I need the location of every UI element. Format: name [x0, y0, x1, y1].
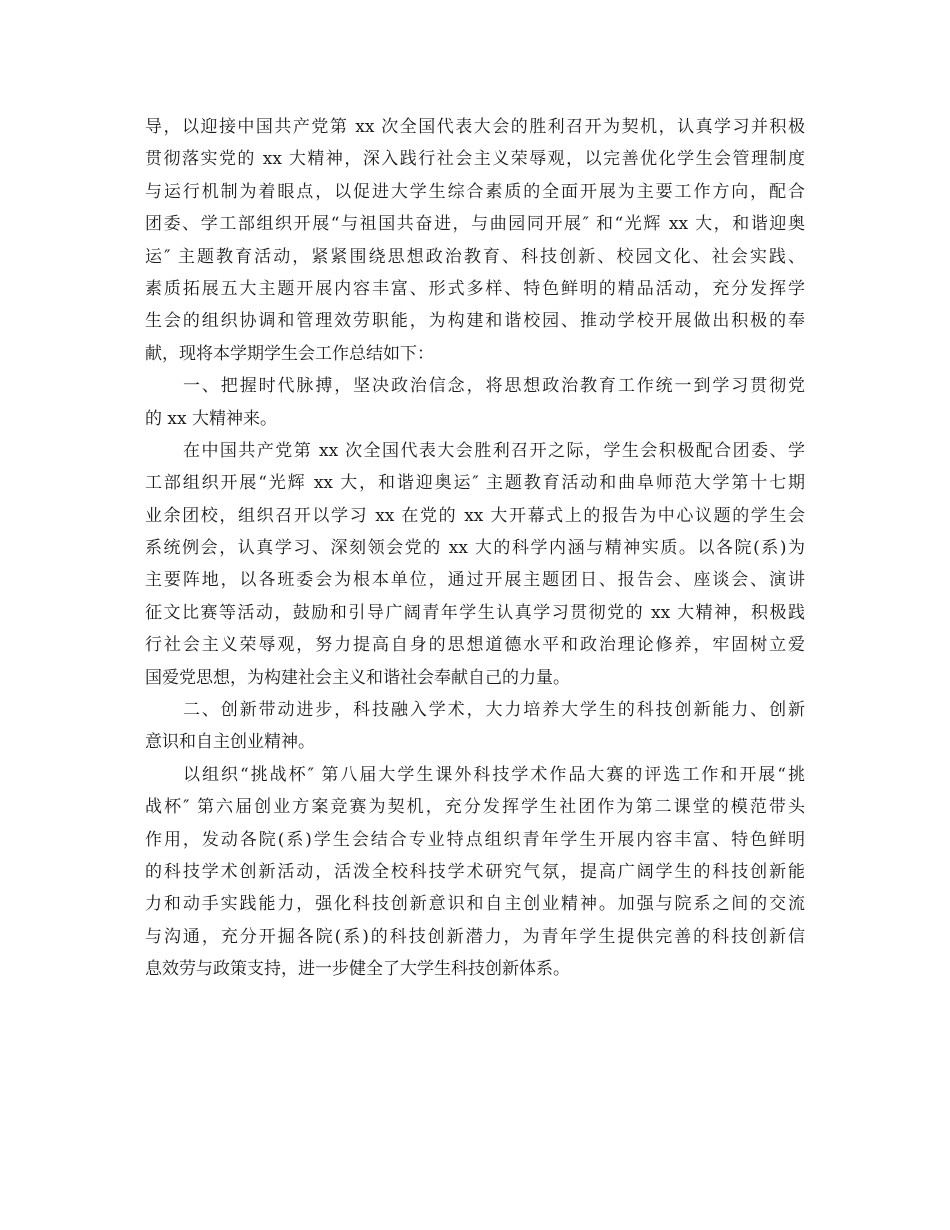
- section-heading-line: 意识和自主创业精神。: [145, 732, 315, 753]
- text-line: 与运行机制为着眼点，以促进大学生综合素质的全面开展为主要工作方向，配合: [145, 181, 805, 202]
- section-heading-line: 一、把握时代脉搏，坚决政治信念，将思想政治教育工作统一到学习贯彻党: [183, 376, 805, 397]
- text-line: 导，以迎接中国共产党第 xx 次全国代表大会的胜利召开为契机，认真学习并积极: [145, 117, 805, 137]
- text-line: 国爱党思想，为构建社会主义和谐社会奉献自己的力量。: [145, 667, 570, 688]
- text-line: 的科技学术创新活动，活泼全校科技学术研究气氛，提高广阔学生的科技创新能: [145, 861, 805, 882]
- text-line: 工部组织开展“光辉 xx 大，和谐迎奥运″ 主题教育活动和曲阜师范大学第十七期: [145, 473, 805, 494]
- text-line: 力和动手实践能力，强化科技创新意识和自主创业精神。加强与院系之间的交流: [145, 894, 805, 915]
- text-line: 作用，发动各院(系)学生会结合专业特点组织青年学生开展内容丰富、特色鲜明: [145, 829, 805, 850]
- text-line: 息效劳与政策支持，进一步健全了大学生科技创新体系。: [145, 959, 570, 980]
- text-line: 与沟通，充分开掘各院(系)的科技创新潜力，为青年学生提供完善的科技创新信: [145, 926, 805, 947]
- section-heading-line: 二、创新带动进步，科技融入学术，大力培养大学生的科技创新能力、创新: [183, 700, 805, 721]
- document-body: [145, 111, 805, 986]
- text-line: 征文比赛等活动，鼓励和引导广阔青年学生认真学习贯彻党的 xx 大精神，积极践: [145, 602, 805, 623]
- text-line: 战杯″ 第六届创业方案竞赛为契机，充分发挥学生社团作为第二课堂的模范带头: [145, 797, 805, 818]
- section-heading-line: 的 xx 大精神来。: [145, 408, 277, 429]
- text-line: 献，现将本学期学生会工作总结如下：: [145, 343, 434, 364]
- text-line: 贯彻落实党的 xx 大精神，深入践行社会主义荣辱观，以完善优化学生会管理制度: [145, 149, 805, 170]
- text-line: 业余团校，组织召开以学习 xx 在党的 xx 大开幕式上的报告为中心议题的学生会: [145, 505, 805, 526]
- text-line: 生会的组织协调和管理效劳职能，为构建和谐校园、推动学校开展做出积极的奉: [145, 311, 805, 332]
- text-line: 素质拓展五大主题开展内容丰富、形式多样、特色鲜明的精品活动，充分发挥学: [145, 278, 805, 299]
- text-line: 运″ 主题教育活动，紧紧围绕思想政治教育、科技创新、校园文化、社会实践、: [145, 246, 805, 267]
- text-line: 团委、学工部组织开展“与祖国共奋进，与曲园同开展″ 和“光辉 xx 大，和谐迎奥: [145, 214, 805, 235]
- text-line: 行社会主义荣辱观，努力提高自身的思想道德水平和政治理论修养，牢固树立爱: [145, 635, 805, 656]
- text-line: 以组织“挑战杯″ 第八届大学生课外科技学术作品大赛的评选工作和开展“挑: [183, 764, 805, 785]
- text-line: 在中国共产党第 xx 次全国代表大会胜利召开之际，学生会积极配合团委、学: [183, 440, 805, 461]
- text-line: 主要阵地，以各班委会为根本单位，通过开展主题团日、报告会、座谈会、演讲: [145, 570, 805, 591]
- text-line: 系统例会，认真学习、深刻领会党的 xx 大的科学内涵与精神实质。以各院(系)为: [145, 538, 805, 559]
